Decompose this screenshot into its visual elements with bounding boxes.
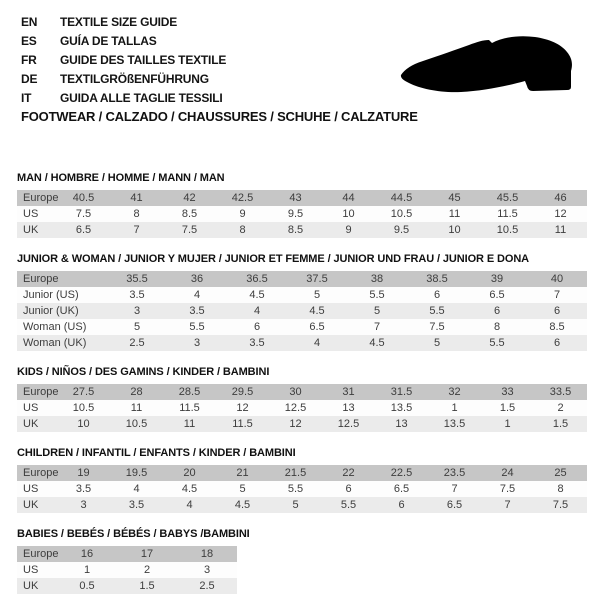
language-code: FR: [21, 53, 37, 67]
size-value: 13.5: [443, 418, 466, 430]
size-table-title: JUNIOR & WOMAN / JUNIOR Y MUJER / JUNIOR ET FEMME / JUNIOR UND FRAU / JUNIOR E DONA: [17, 253, 530, 265]
size-value: 37.5: [306, 273, 328, 285]
size-table: [17, 271, 587, 351]
size-value: 8: [557, 483, 564, 495]
size-value: 12: [289, 418, 302, 430]
size-value: 6: [553, 337, 561, 349]
size-table-section-children: [17, 442, 587, 513]
size-value: 6.5: [75, 224, 92, 236]
size-value: 27.5: [72, 386, 95, 398]
row-label: UK: [23, 224, 39, 236]
size-value: 31: [342, 386, 355, 398]
size-value: 6: [433, 289, 441, 301]
row-label: Europe: [23, 548, 59, 560]
size-value: 4: [253, 305, 261, 317]
language-row: [21, 89, 226, 108]
size-value: 3: [193, 337, 201, 349]
size-value: 46: [554, 192, 567, 204]
size-value: 11: [130, 402, 143, 414]
size-value: 4.5: [369, 337, 385, 349]
language-code: EN: [21, 15, 38, 29]
size-table-row: [17, 497, 587, 513]
size-value: 33.5: [549, 386, 572, 398]
size-table-title: CHILDREN / INFANTIL / ENFANTS / KINDER / BAMBINI: [17, 447, 296, 459]
size-table-row: [17, 206, 587, 222]
size-value: 38: [370, 273, 384, 285]
size-value: 31.5: [390, 386, 413, 398]
size-table-section-junior-woman: [17, 248, 587, 351]
language-row: [21, 51, 226, 70]
size-value: 7.5: [499, 483, 516, 495]
row-label: Europe: [23, 386, 59, 398]
size-value: 45: [448, 192, 461, 204]
size-value: 10.5: [496, 224, 519, 236]
size-value: 1: [83, 564, 91, 576]
size-table: [17, 190, 587, 238]
size-value: 13: [395, 418, 408, 430]
size-value: 6: [553, 305, 561, 317]
size-value: 4.5: [234, 499, 251, 511]
size-value: 7: [451, 483, 458, 495]
size-value: 8.5: [181, 208, 198, 220]
size-value: 2: [143, 564, 151, 576]
language-title: TEXTILGRÖßENFÜHRUNG: [60, 72, 209, 86]
size-value: 7.5: [75, 208, 92, 220]
size-value: 5: [433, 337, 441, 349]
size-value: 40: [550, 273, 564, 285]
size-table-section-man: [17, 167, 587, 238]
size-value: 9.5: [287, 208, 304, 220]
size-value: 11: [448, 208, 461, 220]
size-value: 1: [451, 402, 458, 414]
size-value: 8: [239, 224, 246, 236]
size-value: 10: [77, 418, 90, 430]
size-table-row: [17, 465, 587, 481]
size-value: 10.5: [125, 418, 148, 430]
size-table-row: [17, 190, 587, 206]
size-value: 9.5: [393, 224, 410, 236]
row-label: Woman (UK): [23, 337, 87, 349]
size-value: 21: [236, 467, 249, 479]
language-title-list: [21, 13, 226, 108]
size-value: 1: [504, 418, 511, 430]
language-title: GUIDE DES TAILLES TEXTILE: [60, 53, 227, 67]
size-table-row: [17, 319, 587, 335]
size-value: 13: [342, 402, 355, 414]
size-value: 2.5: [129, 337, 145, 349]
size-value: 1.5: [552, 418, 569, 430]
size-value: 8.5: [287, 224, 304, 236]
size-table: [17, 465, 587, 513]
size-value: 5.5: [369, 289, 385, 301]
size-value: 5: [292, 499, 299, 511]
size-value: 3.5: [189, 305, 205, 317]
size-value: 6: [345, 483, 352, 495]
size-value: 43: [289, 192, 302, 204]
size-table: [17, 546, 237, 594]
size-value: 24: [501, 467, 514, 479]
size-table-row: [17, 481, 587, 497]
size-value: 17: [140, 548, 154, 560]
size-value: 11: [183, 418, 196, 430]
size-table-section-kids: [17, 361, 587, 432]
language-code: DE: [21, 72, 38, 86]
size-value: 6.5: [446, 499, 463, 511]
size-value: 22.5: [390, 467, 413, 479]
size-value: 8: [493, 321, 501, 333]
size-table-row: [17, 384, 587, 400]
size-table-section-babies: [17, 523, 587, 594]
size-value: 6.5: [309, 321, 325, 333]
size-value: 36.5: [246, 273, 268, 285]
size-value: 5: [133, 321, 141, 333]
size-value: 5.5: [429, 305, 445, 317]
language-title: GUÍA DE TALLAS: [60, 34, 157, 48]
size-table-row: [17, 546, 237, 562]
size-value: 39: [490, 273, 504, 285]
row-label: US: [23, 564, 39, 576]
size-value: 44: [342, 192, 355, 204]
size-value: 2: [557, 402, 564, 414]
size-table-title: MAN / HOMBRE / HOMME / MANN / MAN: [17, 172, 225, 184]
size-value: 22: [342, 467, 355, 479]
size-value: 4.5: [249, 289, 265, 301]
size-value: 10.5: [390, 208, 413, 220]
size-value: 0.5: [79, 580, 95, 592]
row-label: Europe: [23, 467, 59, 479]
size-table-row: [17, 416, 587, 432]
size-value: 9: [239, 208, 246, 220]
language-row: [21, 70, 226, 89]
size-value: 4: [133, 483, 140, 495]
language-title: TEXTILE SIZE GUIDE: [60, 15, 178, 29]
size-value: 6: [253, 321, 261, 333]
size-value: 11.5: [497, 208, 518, 220]
size-value: 42.5: [231, 192, 254, 204]
size-value: 5: [373, 305, 381, 317]
size-value: 28: [130, 386, 143, 398]
size-value: 5.5: [189, 321, 205, 333]
size-value: 5: [313, 289, 321, 301]
row-label: US: [23, 208, 39, 220]
size-value: 12: [236, 402, 249, 414]
size-table-row: [17, 287, 587, 303]
size-value: 29.5: [231, 386, 254, 398]
row-label: Junior (US): [23, 289, 79, 301]
size-table-title: BABIES / BEBÉS / BÉBÉS / BABYS /BAMBINI: [17, 528, 250, 540]
size-value: 7: [373, 321, 381, 333]
size-value: 6.5: [489, 289, 505, 301]
size-value: 1.5: [499, 402, 516, 414]
size-value: 4.5: [181, 483, 198, 495]
row-label: UK: [23, 418, 39, 430]
size-value: 3.5: [128, 499, 145, 511]
language-row: [21, 13, 226, 32]
size-value: 42: [183, 192, 196, 204]
size-value: 6: [398, 499, 405, 511]
size-value: 44.5: [390, 192, 413, 204]
size-value: 11: [554, 224, 567, 236]
size-value: 8.5: [549, 321, 565, 333]
size-value: 25: [554, 467, 567, 479]
size-value: 11.5: [179, 402, 200, 414]
size-value: 3: [133, 305, 141, 317]
size-value: 7: [133, 224, 140, 236]
row-label: Europe: [23, 273, 59, 285]
size-value: 4: [186, 499, 193, 511]
size-value: 28.5: [178, 386, 201, 398]
size-value: 38.5: [426, 273, 448, 285]
size-value: 7.5: [552, 499, 569, 511]
size-value: 45.5: [496, 192, 519, 204]
size-value: 21.5: [284, 467, 307, 479]
size-value: 5.5: [287, 483, 304, 495]
size-value: 16: [80, 548, 94, 560]
size-value: 23.5: [443, 467, 466, 479]
size-value: 2.5: [199, 580, 215, 592]
row-label: UK: [23, 499, 39, 511]
size-value: 19.5: [125, 467, 148, 479]
size-value: 12.5: [284, 402, 307, 414]
size-value: 6.5: [393, 483, 410, 495]
size-value: 7.5: [429, 321, 445, 333]
size-table-row: [17, 303, 587, 319]
dress-shoe-icon: [397, 31, 575, 95]
size-value: 3.5: [249, 337, 265, 349]
size-value: 5: [239, 483, 246, 495]
language-code: IT: [21, 91, 32, 105]
size-value: 41: [130, 192, 143, 204]
size-value: 6: [493, 305, 501, 317]
size-table-title: KIDS / NIÑOS / DES GAMINS / KINDER / BAMBINI: [17, 366, 270, 378]
size-value: 9: [345, 224, 352, 236]
size-table-row: [17, 578, 237, 594]
size-value: 4.5: [309, 305, 325, 317]
size-table-row: [17, 222, 587, 238]
size-value: 10.5: [72, 402, 95, 414]
size-value: 33: [501, 386, 514, 398]
size-value: 20: [183, 467, 196, 479]
row-label: Junior (UK): [23, 305, 79, 317]
size-value: 40.5: [72, 192, 95, 204]
size-value: 13.5: [390, 402, 413, 414]
size-table-row: [17, 335, 587, 351]
row-label: US: [23, 483, 39, 495]
row-label: Europe: [23, 192, 59, 204]
size-value: 36: [190, 273, 204, 285]
size-value: 8: [133, 208, 140, 220]
size-value: 4: [313, 337, 321, 349]
size-value: 12: [554, 208, 567, 220]
size-value: 3: [203, 564, 211, 576]
row-label: US: [23, 402, 39, 414]
row-label: UK: [23, 580, 39, 592]
language-code: ES: [21, 34, 37, 48]
size-value: 35.5: [126, 273, 148, 285]
size-table-row: [17, 562, 237, 578]
row-label: Woman (US): [23, 321, 87, 333]
size-value: 19: [77, 467, 90, 479]
size-value: 10: [342, 208, 355, 220]
size-value: 30: [289, 386, 302, 398]
size-value: 7: [504, 499, 511, 511]
size-value: 18: [200, 548, 214, 560]
size-value: 1.5: [139, 580, 155, 592]
size-value: 4: [193, 289, 201, 301]
size-table: [17, 384, 587, 432]
category-heading: FOOTWEAR / CALZADO / CHAUSSURES / SCHUHE / CALZATURE: [21, 109, 418, 124]
size-value: 5.5: [489, 337, 505, 349]
size-value: 11.5: [232, 418, 253, 430]
size-value: 7: [553, 289, 561, 301]
size-value: 12.5: [337, 418, 360, 430]
size-value: 3.5: [75, 483, 92, 495]
size-value: 32: [448, 386, 461, 398]
language-row: [21, 32, 226, 51]
size-tables: [17, 167, 587, 604]
size-value: 7.5: [181, 224, 198, 236]
size-value: 3: [80, 499, 87, 511]
size-table-row: [17, 271, 587, 287]
size-value: 10: [448, 224, 461, 236]
language-title: GUIDA ALLE TAGLIE TESSILI: [60, 91, 223, 105]
size-value: 3.5: [129, 289, 145, 301]
size-table-row: [17, 400, 587, 416]
size-value: 5.5: [340, 499, 357, 511]
